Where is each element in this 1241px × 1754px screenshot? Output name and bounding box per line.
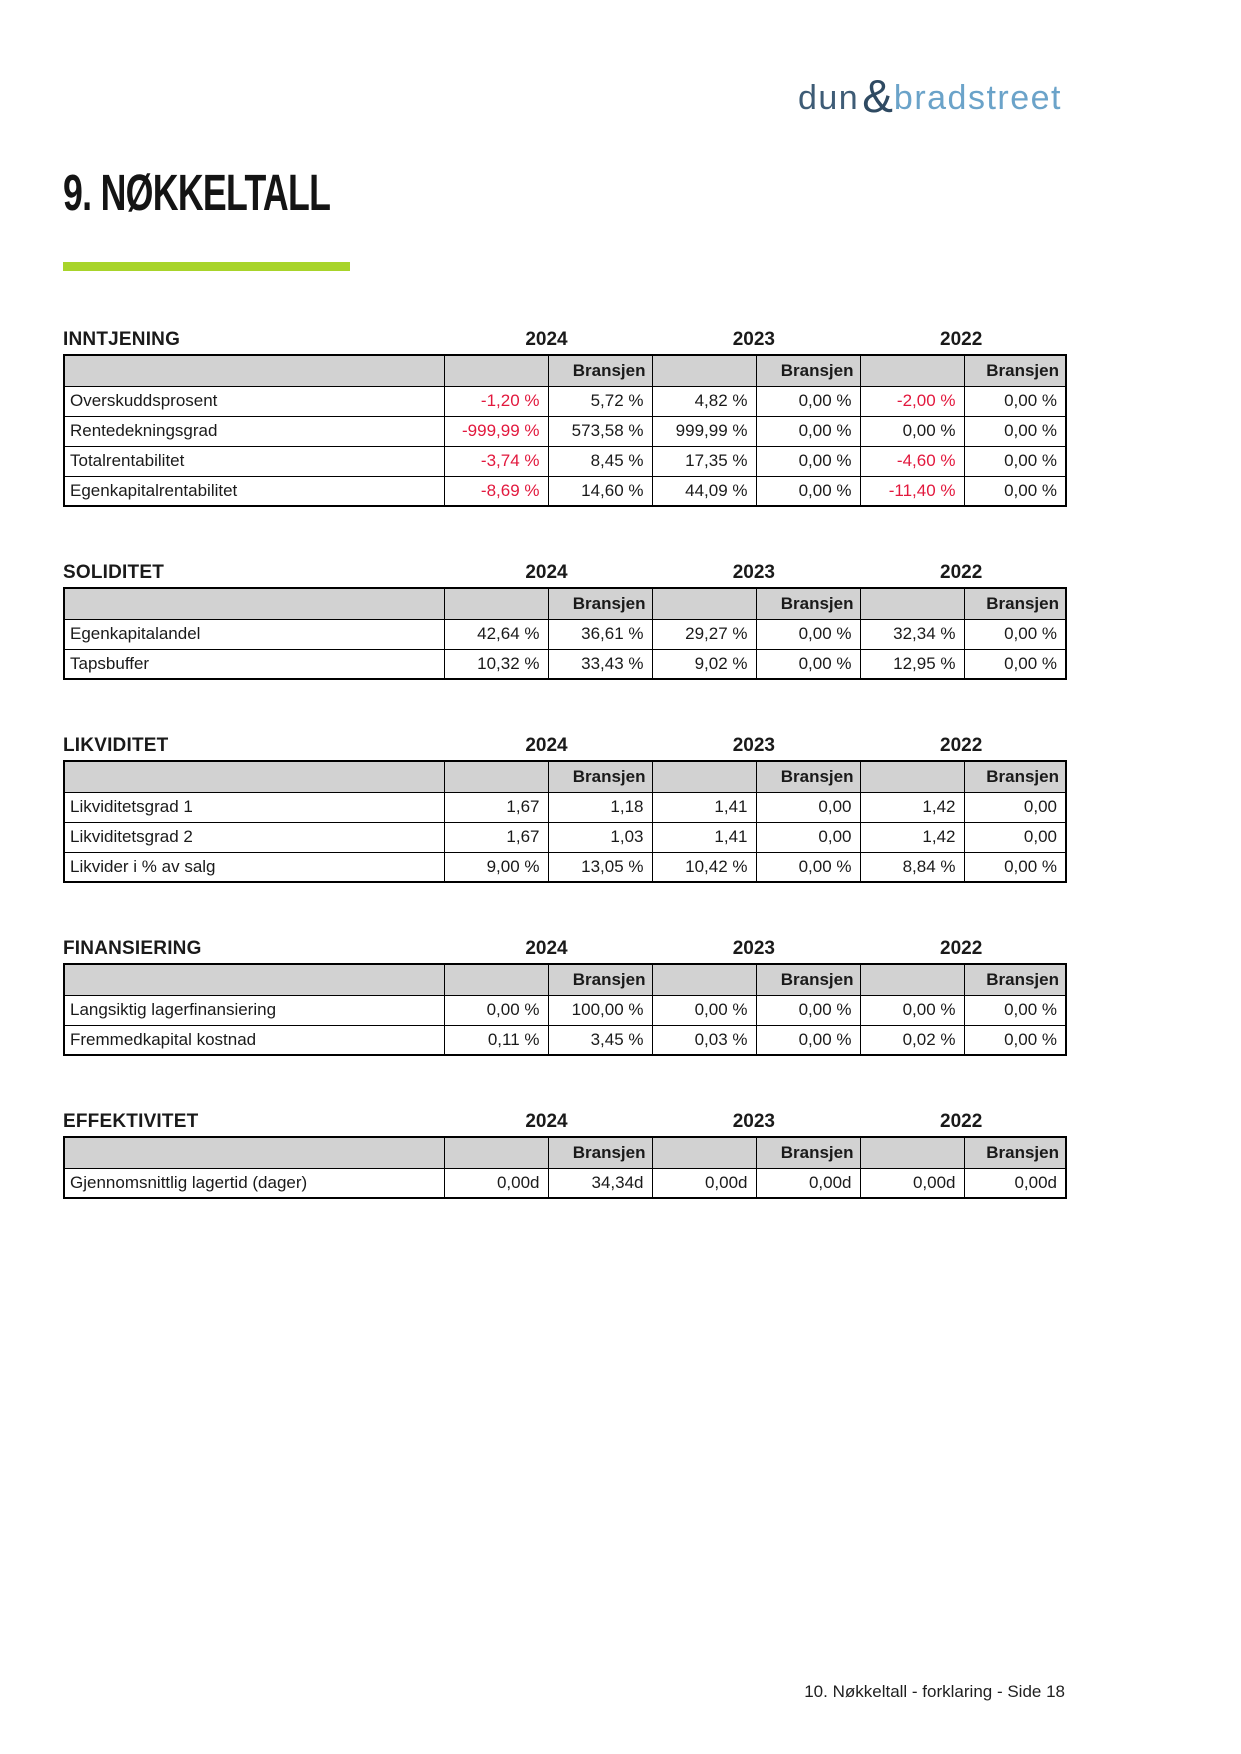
row-value: 0,00 % bbox=[964, 386, 1066, 416]
row-value: 0,00d bbox=[860, 1168, 964, 1198]
row-value: 1,41 bbox=[652, 792, 756, 822]
row-label: Tapsbuffer bbox=[64, 649, 444, 679]
header-cell-empty bbox=[652, 588, 756, 619]
row-value: 0,00d bbox=[756, 1168, 860, 1198]
row-value: 44,09 % bbox=[652, 476, 756, 506]
row-label: Likvider i % av salg bbox=[64, 852, 444, 882]
row-value: 10,32 % bbox=[444, 649, 548, 679]
row-value: 9,00 % bbox=[444, 852, 548, 882]
header-cell-bransjen: Bransjen bbox=[756, 355, 860, 386]
header-cell-empty bbox=[652, 1137, 756, 1168]
year-label: 2024 bbox=[525, 562, 568, 583]
kpi-table bbox=[63, 1136, 1067, 1199]
table-header-row bbox=[64, 588, 1066, 619]
year-label: 2024 bbox=[525, 735, 568, 756]
row-value: 0,02 % bbox=[860, 1025, 964, 1055]
row-value: 0,00 % bbox=[756, 446, 860, 476]
row-value: 12,95 % bbox=[860, 649, 964, 679]
row-value: 573,58 % bbox=[548, 416, 652, 446]
section-title: EFFEKTIVITET bbox=[63, 1111, 199, 1132]
header-cell-bransjen: Bransjen bbox=[756, 761, 860, 792]
dun-bradstreet-logo bbox=[797, 70, 1062, 122]
row-label: Egenkapitalrentabilitet bbox=[64, 476, 444, 506]
row-value: 0,00 % bbox=[860, 416, 964, 446]
table-row bbox=[64, 822, 1066, 852]
kpi-section bbox=[63, 328, 1065, 507]
header-cell-empty bbox=[64, 1137, 444, 1168]
header-cell-bransjen: Bransjen bbox=[964, 964, 1066, 995]
header-cell-empty bbox=[64, 355, 444, 386]
section-header bbox=[63, 734, 1065, 760]
year-label: 2022 bbox=[940, 938, 983, 959]
header-cell-empty bbox=[64, 588, 444, 619]
header-cell-bransjen: Bransjen bbox=[964, 355, 1066, 386]
year-label: 2023 bbox=[732, 938, 775, 959]
row-value: 1,67 bbox=[444, 792, 548, 822]
kpi-section bbox=[63, 937, 1065, 1056]
row-value: -8,69 % bbox=[444, 476, 548, 506]
row-value: 0,00 % bbox=[964, 995, 1066, 1025]
row-value: 0,00 % bbox=[756, 476, 860, 506]
row-value: 29,27 % bbox=[652, 619, 756, 649]
kpi-table bbox=[63, 354, 1067, 507]
row-value: 4,82 % bbox=[652, 386, 756, 416]
row-value: 0,00 % bbox=[756, 995, 860, 1025]
row-value: 0,11 % bbox=[444, 1025, 548, 1055]
row-value: 0,00 % bbox=[964, 619, 1066, 649]
header-cell-bransjen: Bransjen bbox=[548, 1137, 652, 1168]
row-value: 0,00 % bbox=[964, 446, 1066, 476]
header-cell-empty bbox=[652, 761, 756, 792]
row-value: 0,00 bbox=[964, 822, 1066, 852]
year-label: 2022 bbox=[940, 562, 983, 583]
row-value: 17,35 % bbox=[652, 446, 756, 476]
row-label: Overskuddsprosent bbox=[64, 386, 444, 416]
header-cell-empty bbox=[444, 588, 548, 619]
row-value: 0,00 % bbox=[756, 386, 860, 416]
row-value: 36,61 % bbox=[548, 619, 652, 649]
table-row bbox=[64, 416, 1066, 446]
row-value: 1,42 bbox=[860, 822, 964, 852]
header-cell-empty bbox=[444, 964, 548, 995]
row-value: -1,20 % bbox=[444, 386, 548, 416]
row-value: 14,60 % bbox=[548, 476, 652, 506]
section-header bbox=[63, 561, 1065, 587]
section-title: SOLIDITET bbox=[63, 562, 165, 583]
header-cell-bransjen: Bransjen bbox=[548, 588, 652, 619]
table-header-row bbox=[64, 1137, 1066, 1168]
row-value: 0,00d bbox=[444, 1168, 548, 1198]
year-label: 2023 bbox=[732, 562, 775, 583]
row-value: 9,02 % bbox=[652, 649, 756, 679]
year-label: 2023 bbox=[732, 329, 775, 350]
header-cell-bransjen: Bransjen bbox=[756, 964, 860, 995]
header-cell-bransjen: Bransjen bbox=[756, 1137, 860, 1168]
logo-text-bradstreet: bradstreet bbox=[893, 79, 1062, 117]
section-title: INNTJENING bbox=[63, 329, 181, 350]
section-title: FINANSIERING bbox=[63, 938, 202, 959]
row-value: -11,40 % bbox=[860, 476, 964, 506]
table-header-row bbox=[64, 355, 1066, 386]
title-accent-bar bbox=[63, 262, 350, 271]
row-value: 0,00 % bbox=[964, 1025, 1066, 1055]
row-label: Fremmedkapital kostnad bbox=[64, 1025, 444, 1055]
row-value: 0,00 bbox=[964, 792, 1066, 822]
header-cell-empty bbox=[64, 964, 444, 995]
logo-text-dun: dun bbox=[797, 79, 860, 117]
row-label: Totalrentabilitet bbox=[64, 446, 444, 476]
header-cell-bransjen: Bransjen bbox=[548, 964, 652, 995]
header-cell-empty bbox=[860, 588, 964, 619]
header-cell-bransjen: Bransjen bbox=[964, 761, 1066, 792]
row-value: 33,43 % bbox=[548, 649, 652, 679]
row-value: 10,42 % bbox=[652, 852, 756, 882]
row-value: 0,00 % bbox=[964, 476, 1066, 506]
table-row bbox=[64, 1025, 1066, 1055]
kpi-section bbox=[63, 561, 1065, 680]
header-cell-bransjen: Bransjen bbox=[756, 588, 860, 619]
header-cell-bransjen: Bransjen bbox=[548, 355, 652, 386]
header-cell-empty bbox=[860, 355, 964, 386]
header-cell-empty bbox=[652, 964, 756, 995]
section-header bbox=[63, 328, 1065, 354]
row-value: 5,72 % bbox=[548, 386, 652, 416]
row-value: 0,00 bbox=[756, 792, 860, 822]
header-cell-bransjen: Bransjen bbox=[964, 588, 1066, 619]
row-value: -3,74 % bbox=[444, 446, 548, 476]
row-value: 8,45 % bbox=[548, 446, 652, 476]
table-row bbox=[64, 386, 1066, 416]
kpi-table bbox=[63, 963, 1067, 1056]
row-value: 0,00 % bbox=[964, 416, 1066, 446]
header-cell-empty bbox=[444, 761, 548, 792]
row-value: 0,00 % bbox=[756, 416, 860, 446]
row-label: Rentedekningsgrad bbox=[64, 416, 444, 446]
row-label: Likviditetsgrad 2 bbox=[64, 822, 444, 852]
kpi-section bbox=[63, 1110, 1065, 1199]
row-value: 100,00 % bbox=[548, 995, 652, 1025]
kpi-table bbox=[63, 760, 1067, 883]
year-label: 2022 bbox=[940, 329, 983, 350]
row-value: 8,84 % bbox=[860, 852, 964, 882]
section-header bbox=[63, 1110, 1065, 1136]
header-cell-bransjen: Bransjen bbox=[964, 1137, 1066, 1168]
header-cell-empty bbox=[860, 1137, 964, 1168]
row-value: 1,41 bbox=[652, 822, 756, 852]
row-value: 0,00 % bbox=[652, 995, 756, 1025]
row-value: 0,00 % bbox=[860, 995, 964, 1025]
kpi-table bbox=[63, 587, 1067, 680]
table-row bbox=[64, 476, 1066, 506]
page-footer: 10. Nøkkeltall - forklaring - Side 18 bbox=[804, 1682, 1065, 1701]
table-row bbox=[64, 1168, 1066, 1198]
row-value: 0,00 bbox=[756, 822, 860, 852]
table-row bbox=[64, 649, 1066, 679]
header-cell-empty bbox=[64, 761, 444, 792]
row-label: Egenkapitalandel bbox=[64, 619, 444, 649]
row-value: 0,00 % bbox=[444, 995, 548, 1025]
row-value: 0,00 % bbox=[756, 619, 860, 649]
table-row bbox=[64, 446, 1066, 476]
row-label: Langsiktig lagerfinansiering bbox=[64, 995, 444, 1025]
header-cell-empty bbox=[444, 1137, 548, 1168]
year-label: 2022 bbox=[940, 735, 983, 756]
section-title: LIKVIDITET bbox=[63, 735, 169, 756]
row-value: -999,99 % bbox=[444, 416, 548, 446]
header-cell-empty bbox=[652, 355, 756, 386]
row-value: 0,03 % bbox=[652, 1025, 756, 1055]
row-label: Gjennomsnittlig lagertid (dager) bbox=[64, 1168, 444, 1198]
row-value: 0,00 % bbox=[756, 649, 860, 679]
table-row bbox=[64, 852, 1066, 882]
row-value: 0,00 % bbox=[964, 649, 1066, 679]
header-cell-empty bbox=[444, 355, 548, 386]
year-label: 2024 bbox=[525, 1111, 568, 1132]
header-cell-bransjen: Bransjen bbox=[548, 761, 652, 792]
logo-ampersand-icon: & bbox=[862, 70, 893, 122]
table-header-row bbox=[64, 761, 1066, 792]
table-row bbox=[64, 619, 1066, 649]
section-header bbox=[63, 937, 1065, 963]
row-value: -4,60 % bbox=[860, 446, 964, 476]
header-cell-empty bbox=[860, 761, 964, 792]
row-value: 0,00d bbox=[964, 1168, 1066, 1198]
page-title: 9. NØKKELTALL bbox=[63, 164, 331, 221]
row-value: 0,00 % bbox=[756, 1025, 860, 1055]
sections bbox=[63, 328, 1065, 1253]
row-value: 32,34 % bbox=[860, 619, 964, 649]
table-row bbox=[64, 792, 1066, 822]
row-value: 1,03 bbox=[548, 822, 652, 852]
year-label: 2023 bbox=[732, 735, 775, 756]
header-cell-empty bbox=[860, 964, 964, 995]
row-label: Likviditetsgrad 1 bbox=[64, 792, 444, 822]
table-row bbox=[64, 995, 1066, 1025]
row-value: -2,00 % bbox=[860, 386, 964, 416]
row-value: 0,00 % bbox=[964, 852, 1066, 882]
row-value: 999,99 % bbox=[652, 416, 756, 446]
kpi-section bbox=[63, 734, 1065, 883]
row-value: 0,00 % bbox=[756, 852, 860, 882]
table-header-row bbox=[64, 964, 1066, 995]
row-value: 1,42 bbox=[860, 792, 964, 822]
row-value: 13,05 % bbox=[548, 852, 652, 882]
row-value: 3,45 % bbox=[548, 1025, 652, 1055]
row-value: 1,67 bbox=[444, 822, 548, 852]
year-label: 2024 bbox=[525, 329, 568, 350]
year-label: 2022 bbox=[940, 1111, 983, 1132]
year-label: 2023 bbox=[732, 1111, 775, 1132]
row-value: 34,34d bbox=[548, 1168, 652, 1198]
row-value: 1,18 bbox=[548, 792, 652, 822]
row-value: 42,64 % bbox=[444, 619, 548, 649]
row-value: 0,00d bbox=[652, 1168, 756, 1198]
year-label: 2024 bbox=[525, 938, 568, 959]
